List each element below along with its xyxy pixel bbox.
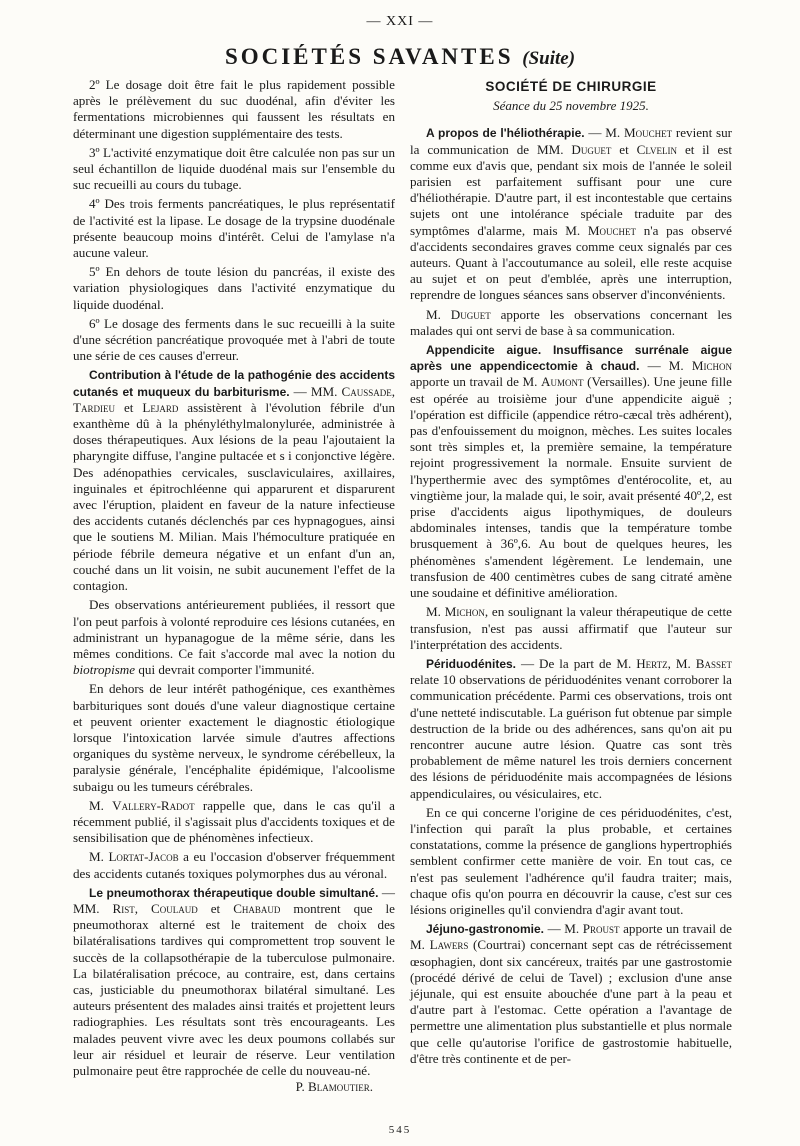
left-column <box>73 77 395 1095</box>
author-name: Lortat-Jacob <box>108 849 179 865</box>
article-heading: Jéjuno-gastronomie. <box>426 922 545 937</box>
text-run: apporte un travail de M. <box>410 921 732 953</box>
author-name: Duguet <box>571 141 612 157</box>
text-run: — MM. <box>293 383 338 399</box>
folio: 545 <box>388 1124 412 1136</box>
text-run: , en soulignant la valeur thérapeutique de cette transfusion, n'est pas aussi affirmatif que l'auteur sur l'interprétation des accidents. <box>410 604 732 652</box>
author-name: Michon <box>691 358 732 374</box>
article-contribution: Contribution à l'étude de la pathogénie des accidents cutanés et muqueux du barbiturisme. — MM. Caussade, Tardieu et Lejard assistèrent à l'évolution fébrile d'un exanthème dû à la phényléthylmalonylurée, administrée à doses thérapeutiques. Aux lésions de la peau l'ajoutaient la pharyngite diffuse, l'angine pultacée et s i conjonctive légère. Des adénopathies cervicales, susclaviculaires, axillaires, inguinales et épitrochléenne qui apparurent et disparurent avec l'éruption, plaident en faveur de la nature infectieuse des accidents cutanés déclenchés par ces hypnagogues, ainsi que le soutiens M. Milian. Mais l'hémoculture pratiquée en période fébrile demeura négative et un enfant d'un an, couché dans un lit voisin, ne subit aucunement l'effet de la contagion. <box>73 368 395 594</box>
title-text: SOCIÉTÉS SAVANTES <box>224 44 514 69</box>
text-run: — M. <box>588 125 621 141</box>
article-jejuno <box>410 921 732 1067</box>
text-run: et <box>210 900 221 916</box>
paragraph: En ce qui concerne l'origine de ces périduodénites, c'est, l'infection qui paraît la plus probable, et certaines constatations, comme la présence de ganglions hypertrophiés semblent confirmer cette manière de voir. En tout cas, ce n'est pas seulement l'adhérence qu'il faudra traiter; mais, chaque ofis qu'on pourra en découvrir la cause, c'est sur ces lésions originelles qu'il conviendra d'agir avant tout. <box>410 804 732 917</box>
author-name: Hertz <box>636 655 668 671</box>
author-name: Caussade <box>341 383 392 399</box>
author-name: Lawers <box>429 937 469 953</box>
emphasis: biotropisme <box>73 662 136 678</box>
page-title <box>0 44 800 70</box>
paragraph <box>73 597 395 678</box>
text-run: — De la part de M. <box>521 655 632 671</box>
paragraph: 2º Le dosage doit être fait le plus rapidement possible après le prélèvement du suc duodénal, afin d'éviter les fermentations microbiennes qui faussent les résultats en déterminant une digestion supplémentaire des tests. <box>73 77 395 141</box>
signature: P. Blamoutier. <box>295 1079 373 1095</box>
paragraph: 3º L'activité enzymatique doit être calculée non pas sur un seul échantillon de liquide duodénal mais sur l'ensemble du suc recueilli au cours du tubage. <box>73 144 395 193</box>
text-run: (Courtrai) concernant sept cas de rétrécissement œsophagien, dont six cancéreux, traités par une gastrostomie (procédé dérivé de celui de Tavel) ; exclusion d'une anse jéjunale, qui est ensuite abouchée d'une part à la peau et d'autre part à l'estomac. Cette opération a l'avantage de permettre une alimentation plus substantielle et plus normale que celle qu'autorise l'orifice de gastrostomie habituelle, d'être très continente et de per- <box>410 937 732 1066</box>
article-heliotherapie <box>410 125 732 303</box>
text-run: revient sur la communication de MM. <box>410 125 732 157</box>
article-heading: Appendicite aigue. Insuffisance surrénale aigue après une appendicectomie à chaud. <box>410 343 732 374</box>
author-name: Vallery-Radot <box>112 797 195 813</box>
text-run: , M. <box>667 655 691 671</box>
paragraph: 4º Des trois ferments pancréatiques, le plus représentatif de l'activité est la lipase. Le dosage de la trypsine duodénale présente beaucoup moins d'intérêt. Celui de l'amylase n'a aucune valeur. <box>73 196 395 261</box>
text-run: rappelle que, dans le cas qu'il a récemment publié, il s'agissait plus d'accidents toxiques et de sensibilisation que de phénomènes infectieux. <box>73 797 395 846</box>
text-run: et <box>123 399 134 415</box>
article-periduodenites <box>410 656 732 802</box>
author-name: Proust <box>582 921 620 937</box>
article-pneumothorax: Le pneumothorax thérapeutique double simultané. — MM. Rist, Coulaud et Chabaud montrent que le pneumothorax alterné est le traitement de choix des bilatéralisations tardives qui compromettent trop souvent le succès de la collapsothérapie de la tuberculose pulmonaire. La bilatéralisation précoce, au contraire, est, dans certains cas, justiciable du pneumothorax bilatéral simultané. Les auteurs présentent des malades ainsi traités et projettent leurs radiographies. Les résultats sont très encourageants. Les malades peuvent vivre avec les deux poumons collabés sur leur air résiduel et leurair de réserve. Leur ventilation pulmonaire peut être rapprochée de celle du nouveau-né. <box>73 884 395 1078</box>
article-heading: Le pneumothorax thérapeutique double simultané. <box>89 885 379 900</box>
article-appendicite <box>410 342 732 601</box>
paragraph: En dehors de leur intérêt pathogénique, ces exanthèmes barbituriques sont doués d'une valeur diagnostique certaine et peuvent orienter exactement le diagnostic étiologique lorsque l'intoxication larvée simule d'autres affections organiques du système nerveux, le syndrome cérébelleux, la paralysie générale, l'encéphalite épidémique, l'alcoolisme subaigu ou les tumeurs cérébrales. <box>73 681 395 794</box>
author-name: Coulaud <box>151 900 198 916</box>
author-name: Basset <box>695 655 733 671</box>
text-run: et <box>619 141 629 157</box>
author-name: Aumont <box>541 374 584 390</box>
paragraph: M. Vallery-Radot rappelle que, dans le cas qu'il a récemment publié, il s'agissait plus d'accidents toxiques et de sensibilisation que de phénomènes infectieux. <box>73 797 395 846</box>
author-name: Lejard <box>142 399 179 415</box>
paragraph: 6º Le dosage des ferments dans le suc recueilli à la suite d'une sécrétion pancréatique provoquée met à l'abri de toute une série de ces causes d'erreur. <box>73 315 395 364</box>
text-run: qui devrait comporter l'immunité. <box>138 662 315 678</box>
author-name: Michon <box>444 604 485 620</box>
article-heading: Périduodénites. <box>426 656 517 671</box>
paragraph: M. Michon, en soulignant la valeur thérapeutique de cette transfusion, n'est pas aussi affirmatif que l'auteur sur l'interprétation des accidents. <box>410 604 732 652</box>
author-name: Mouchet <box>587 222 637 238</box>
society-heading: SOCIÉTÉ DE CHIRURGIE <box>485 79 657 94</box>
text-run: — M. <box>547 921 580 937</box>
text-run: montrent que le pneumothorax alterné est le traitement de choix des bilatéralisations tardives qui compromettent trop souvent le succès de la collapsothérapie de la tuberculose pulmonaire. La bilatéralisation précoce, au contraire, est, dans certains cas, justiciable du pneumothorax bilatéral simultané. Les auteurs présentent des malades ainsi traités et projettent leurs radiographies. Les résultats sont très encourageants. Les malades peuvent vivre avec les deux poumons collabés sur leur air résiduel et leurair de réserve. Leur ventilation pulmonaire peut être rapprochée de celle du nouveau-né. <box>73 900 395 1078</box>
text-run: — MM. <box>73 884 395 916</box>
text-run: apporte les observations concernant les malades qui ont servi de base à sa communication. <box>410 306 732 338</box>
author-name: Rist <box>112 900 135 916</box>
title-suite: (Suite) <box>522 48 576 69</box>
paragraph: M. Lortat-Jacob a eu l'occasion d'observer fréquemment des accidents cutanés toxiques polymorphes dus au véronal. <box>73 849 395 881</box>
author-name: Duguet <box>450 306 491 322</box>
article-heading: Contribution à l'étude de la pathogénie des accidents cutanés et muqueux du barbiturisme. <box>73 368 395 399</box>
text-run: apporte un travail de M. <box>410 374 538 390</box>
author-name: Clvelin <box>636 141 678 157</box>
text-run: relate 10 observations de périduodénites venant corroborer la communication précédente. Parmi ces observations, trois ont d'une netteté indiscutable. La guérison fut obtenue par simple destruction de la bride ou des adhérences, sans qu'on ait pu rencontrer aucune autre lésion. Quatre cas sont très probablement de même naturel les trois derniers concernent des lésions de périduodénite mais accompagnées de lésions appendiculaires, ou vésiculaires, etc. <box>410 672 732 801</box>
text-run: assistèrent à l'évolution fébrile d'un exanthème dû à la phényléthylmalonylurée, administrée à doses thérapeutiques. Aux lésions de la peau l'ajoutaient la pharyngite diffuse, l'angine pultacée et s i conjonctive légère. Des adénopathies cervicales, susclaviculaires, axillaires, inguinales et épitrochléenne qui apparurent et disparurent avec l'éruption, plaident en faveur de la nature infectieuse des accidents cutanés déclenchés par ces hypnagogues, ainsi que le soutiens M. Milian. Mais l'hémoculture pratiquée en période fébrile demeura négative et un enfant d'un an, couché dans un lit voisin, ne subit aucunement l'effet de la contagion. <box>73 399 395 594</box>
paragraph: 5º En dehors de toute lésion du pancréas, il existe des variation physiologiques dans l'activité enzymatique du liquide duodénal. <box>73 264 395 312</box>
text-run: (Versailles). Une jeune fille est opérée au troisième jour d'une appendicite aiguë ; l'opération est difficile (appendice rétro-cæcal très adhérent), pas d'enfouissement du moignon, mèches. Les suites locales sont très simples et, la première semaine, la température rejoint progressivement la normale. Ensuite survient de l'hyperthermie avec des symptômes d'entérocolite, et, au vingtième jour, la malade qui, le soir, avait présenté 40º,2, est prise d'accidents aigus lipothymiques, de douleurs abdominales intenses, tandis que la température tombe brusquement à 36º,6. Au bout de quelques heures, les phénomènes s'amendent légèrement. Le lendemain, une transfusion de 400 centimètres cubes de sang citraté amène une soudaine et définitive amélioration. <box>410 374 732 601</box>
text-run: — M. <box>647 358 684 374</box>
right-column <box>410 77 732 1067</box>
author-name: Mouchet <box>623 125 673 141</box>
author-name: Tardieu <box>73 399 115 415</box>
text-run: n'a pas observé d'accidents secondaires graves comme ceux signalés par ces auteurs. Quant à l'accoutumance au soleil, elle reste acquise au sujet et on peut d'emblée, après une interruption, reprendre de longues séances sans observer d'inconvénients. <box>410 222 732 303</box>
author-name: Chabaud <box>233 900 281 916</box>
session-date: Séance du 25 novembre 1925. <box>493 98 649 114</box>
paragraph: M. Duguet apporte les observations concernant les malades qui ont servi de base à sa communication. <box>410 306 732 338</box>
text-run: a eu l'occasion d'observer fréquemment des accidents cutanés toxiques polymorphes dus au véronal. <box>73 849 395 881</box>
text-run: et il est comme eux d'avis que, pendant six mois de l'année le soleil parisien est parfaitement suffisant pour une cure d'héliothérapie. D'autre part, il est incontestable que certains sujets ont une intolérance spéciale traduite par des symptômes d'alarme, mais M. <box>410 141 733 238</box>
page-number: — XXI — <box>366 14 434 29</box>
text-run: Des observations antérieurement publiées, il ressort que l'on peut parfois à volonté reproduire ces lésions cutanées, en administrant un hypanagogue de la même série, dans les mêmes conditions. Ce fait s'accorde mal avec la notion du <box>73 597 395 661</box>
article-heading: A propos de l'héliothérapie. <box>426 126 585 141</box>
